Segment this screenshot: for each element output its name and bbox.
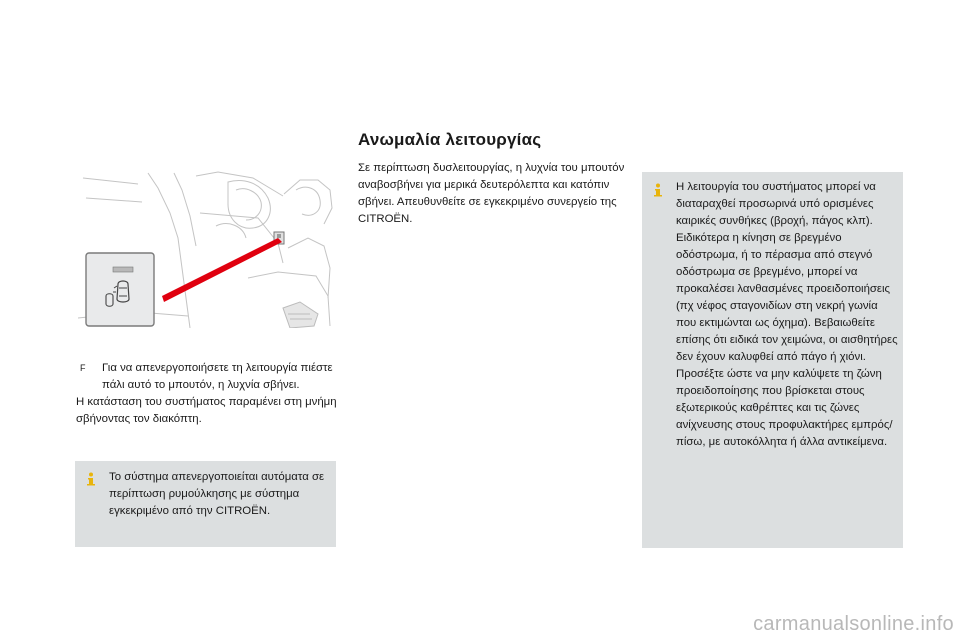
info-icon [85,472,97,486]
info-box-weather [642,172,903,548]
instruction-bullet-text: Για να απενεργοποιήσετε τη λειτουργία πιέστε πάλι αυτό το μπουτόν, η λυχνία σβήνει. [102,362,333,391]
info-text-towing: Το σύστημα απενεργοποιείται αυτόματα σε περίπτωση ρυμούλκησης με σύστημα εγκεκριμένο από την CITROËN. [109,471,325,517]
info-icon [652,183,664,197]
info-box-towing [75,461,336,547]
info-text-weather: Η λειτουργία του συστήματος μπορεί να διαταραχθεί προσωρινά υπό ορισμένες καιρικές συνθήκες (βροχή, πάγος κλπ). Ειδικότερα η κίνηση σε βρεγμένο οδόστρωμα, ή το πέρασμα από στεγνό οδόστρωμα σε βρεγμένο, μπορεί να προκαλέσει λανθασμένες προειδοποιήσεις (πχ νέφος σταγονιδίων στη νεκρή γωνία που εκτιμώνται ως όχημα). Βεβαιωθείτε επίσης ότι ειδικά τον χειμώνα, οι αισθητήρες δεν έχουν καλυφθεί από πάγο ή χιόνι. Προσέξτε ώστε να μην καλύψετε τη ζώνη προειδοποίησης που βρίσκεται στους εξωτερικούς καθρέπτες και τις ζώνες ανίχνευσης στους προφυλακτήρες εμπρός/πίσω, με αυτοκόλλητα ή άλλα αντικείμενα. [676,181,898,448]
instruction-bullet-item [76,360,341,394]
section-title: Ανωμαλία λειτουργίας [358,130,542,149]
instruction-paragraph: Η κατάσταση του συστήματος παραμένει στη μνήμη σβήνοντας τον διακόπτη. [76,396,337,425]
instruction-block [76,360,341,428]
dashboard-drawing [78,168,336,328]
bullet-marker: F [80,363,86,373]
watermark: carmanualsonline.info [753,613,954,635]
malfunction-description: Σε περίπτωση δυσλειτουργίας, η λυχνία του μπουτόν αναβοσβήνει για μερικά δευτερόλεπτα και κατόπιν σβήνει. Απευθυνθείτε σε εγκεκριμένο συνεργείο της CITROËN. [358,162,625,225]
dashboard-illustration [78,168,336,328]
